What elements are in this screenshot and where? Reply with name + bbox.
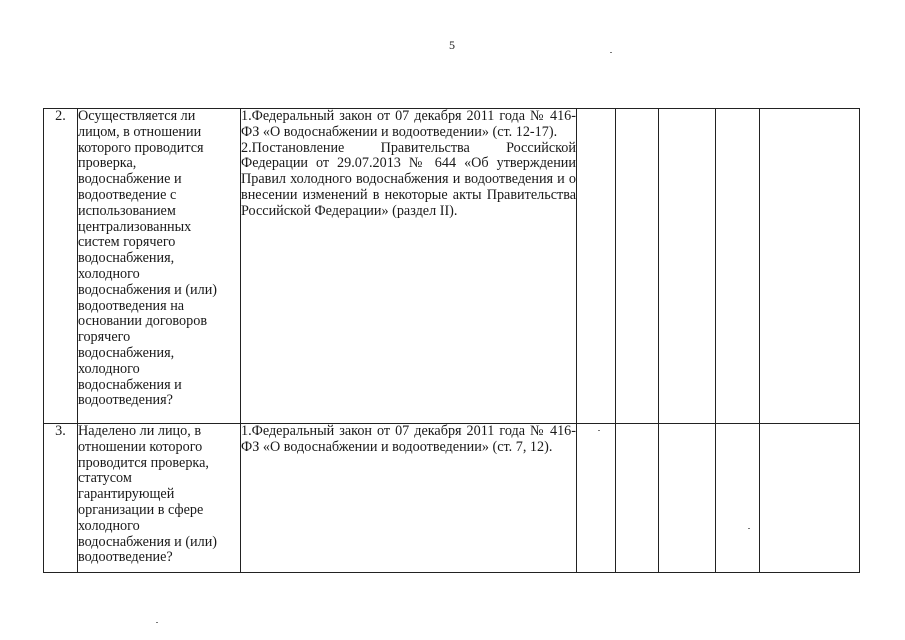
question-line: статусом [78, 470, 132, 487]
question-cell [78, 109, 241, 424]
legal-basis-cell [241, 424, 577, 573]
answer-cell-no[interactable] [616, 109, 659, 424]
answer-cell-extra[interactable] [716, 109, 760, 424]
answer-cell-not-applicable[interactable] [659, 109, 716, 424]
legal-basis-cell [241, 109, 577, 424]
row-number: 2. [44, 109, 78, 424]
scan-speck [610, 52, 612, 53]
question-line: водоснабжения и (или) [78, 281, 218, 298]
question-line: водоснабжения, [78, 344, 175, 361]
question-line: основании договоров [78, 313, 208, 330]
question-line: Наделено ли лицо, в [78, 423, 202, 439]
question-line: водоснабжения и (или) [78, 533, 218, 550]
answer-cell-extra[interactable] [716, 424, 760, 573]
question-line: проверка, [78, 155, 137, 172]
answer-cell-not-applicable[interactable] [659, 424, 716, 573]
row-number: 3. [44, 424, 78, 573]
question-line: водоснабжение и [78, 171, 182, 188]
table-row [44, 424, 860, 573]
question-line: организации в сфере [78, 501, 204, 518]
question-line: водоотведение с [78, 186, 177, 203]
answer-cell-no[interactable] [616, 424, 659, 573]
answer-cell-yes[interactable] [577, 424, 616, 573]
legal-act-item: 1.Федеральный закон от 07 декабря 2011 года № 416-ФЗ «О водоснабжении и водоотведении» (ст. 7, 12). [241, 423, 576, 455]
question-line: водоотведения на [78, 297, 185, 314]
question-line: водоотведения? [78, 392, 173, 409]
scan-speck [156, 622, 158, 623]
notes-cell[interactable] [760, 424, 860, 573]
inspection-checklist-table [43, 108, 860, 573]
question-line: холодного [78, 517, 140, 534]
question-line: водоснабжения и [78, 376, 182, 393]
question-line: проводится проверка, [78, 454, 209, 471]
notes-cell[interactable] [760, 109, 860, 424]
legal-act-item: 2.Постановление Правительства Российской Федерации от 29.07.2013 № 644 «Об утверждении Правил холодного водоснабжения и водоотведения и о внесении изменений в некоторые акты Правительства Российской Федерации» (раздел II). [241, 139, 576, 219]
question-line: лицом, в отношении [78, 123, 202, 140]
question-line: централизованных [78, 218, 192, 235]
scan-speck [598, 430, 600, 431]
question-line: которого проводится [78, 139, 204, 156]
table-row [44, 109, 860, 424]
question-line: систем горячего [78, 234, 176, 251]
question-line: холодного [78, 265, 140, 282]
question-line: горячего [78, 329, 131, 346]
question-line: водоотведение? [78, 549, 173, 566]
question-line: отношении которого [78, 438, 203, 455]
page-number: 5 [449, 38, 455, 52]
question-line: использованием [78, 202, 176, 219]
question-line: Осуществляется ли [78, 108, 196, 124]
question-cell [78, 424, 241, 573]
question-line: холодного [78, 360, 140, 377]
scan-speck [748, 528, 750, 529]
legal-act-item: 1.Федеральный закон от 07 декабря 2011 года № 416-ФЗ «О водоснабжении и водоотведении» (ст. 12-17). [241, 108, 576, 140]
question-line: водоснабжения, [78, 250, 175, 267]
question-line: гарантирующей [78, 486, 175, 503]
answer-cell-yes[interactable] [577, 109, 616, 424]
